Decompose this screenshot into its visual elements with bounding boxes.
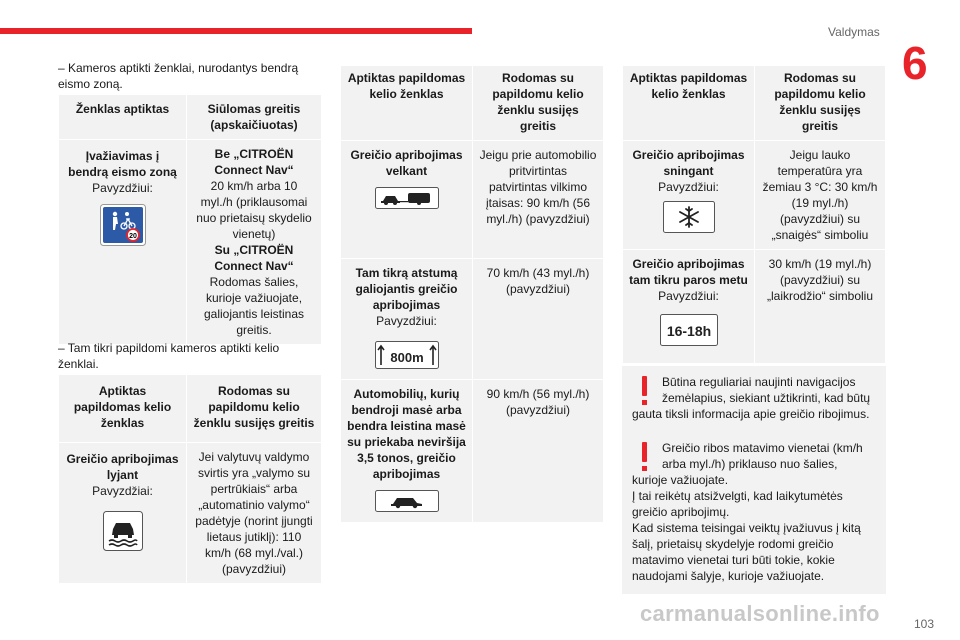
cell-snow-title: Greičio apribojimas sningant	[632, 148, 745, 178]
cell-example-label: Pavyzdžiui:	[376, 314, 437, 328]
cell-rain-title: Greičio apribojimas lyjant	[66, 452, 179, 482]
cell-distance-title: Tam tikrą atstumą galiojantis greičio apribojimas	[355, 266, 458, 312]
cell-shared-zone-title: Įvažiavimas į bendrą eismo zoną	[68, 149, 177, 179]
note-units-text-2: Į tai reikėtų atsižvelgti, kad laikytumėtės greičio apribojimų.	[632, 489, 843, 519]
table-header-additional: Aptiktas papildomas kelio ženklas	[59, 375, 187, 443]
table-additional-signs-2	[340, 65, 604, 523]
table-header-additional: Aptiktas papildomas kelio ženklas	[341, 66, 473, 141]
cell-time-text: 30 km/h (19 myl./h) (pavyzdžiui) su „laikrodžio“ simboliu	[766, 257, 874, 303]
watermark: carmanualsonline.info	[640, 601, 880, 626]
shared-zone-sign-number: 20	[128, 233, 137, 240]
table-header-displayed: Rodomas su papildomu kelio ženklu susijęs greitis	[755, 66, 886, 141]
table-header-detected: Ženklas aptiktas	[59, 95, 187, 140]
cell-example-label: Pavyzdžiui:	[92, 181, 153, 195]
note-units-text-1: Greičio ribos matavimo vienetai (km/h arba myl./h) priklauso nuo šalies, kurioje važiuojate.	[632, 441, 863, 487]
cell-time-title: Greičio apribojimas tam tikru paros metu	[629, 257, 748, 287]
intro-paragraph-1: – Kameros aptikti ženklai, nurodantys bendrą eismo zoną.	[58, 61, 299, 91]
cell-example-label: Pavyzdžiai:	[92, 484, 153, 498]
table-additional-signs-1	[58, 374, 322, 584]
towing-sign-icon	[347, 187, 466, 209]
shared-zone-sign-icon	[65, 204, 180, 246]
chapter-number: 6	[902, 37, 928, 89]
time-sign-icon	[629, 314, 748, 346]
table-header-suggested: Siūlomas greitis (apskaičiuotas)	[187, 95, 322, 140]
warning-exclamation-icon	[640, 442, 650, 472]
rain-sign-icon	[65, 511, 180, 551]
cell-example-label: Pavyzdžiui:	[658, 289, 719, 303]
cell-weight-title: Automobilių, kurių bendroji masė arba bendra leistina masė su priekaba neviršija 3,5 tonos, greičio apribojimas	[347, 387, 466, 481]
car-sign-icon	[347, 490, 466, 512]
time-sign-text: 16-18h	[666, 323, 711, 339]
note-maps-text: Būtina reguliariai naujinti navigacijos žemėlapius, siekiant užtikrinti, kad būtų gauta tiksli informacija apie greičio ribojimus.	[632, 375, 871, 421]
cell-with-nav-text: Rodomas šalies, kurioje važiuojate, galiojantis leistinas greitis.	[203, 275, 305, 337]
top-accent-bar	[0, 28, 472, 34]
cell-towing-text: Jeigu prie automobilio pritvirtintas patvirtintas vilkimo įtaisas: 90 km/h (56 myl./h) (pavyzdžiui)	[479, 148, 597, 226]
table-additional-signs-3	[622, 65, 886, 364]
table-shared-zone	[58, 94, 322, 345]
cell-without-nav-title: Be „CITROËN Connect Nav“	[214, 147, 294, 177]
cell-without-nav-text: 20 km/h arba 10 myl./h (priklausomai nuo prietaisų skydelio vienetų)	[196, 179, 312, 241]
intro-paragraph-2: – Tam tikri papildomi kameros aptikti kelio ženklai.	[58, 341, 280, 371]
distance-sign-text: 800m	[389, 350, 424, 365]
cell-distance-text: 70 km/h (43 myl./h) (pavyzdžiui)	[486, 266, 590, 296]
cell-towing-title: Greičio apribojimas velkant	[350, 148, 463, 178]
cell-weight-text: 90 km/h (56 myl./h) (pavyzdžiui)	[486, 387, 590, 417]
warning-exclamation-icon	[640, 376, 650, 406]
note-box-units	[622, 432, 886, 594]
cell-with-nav-title: Su „CITROËN Connect Nav“	[214, 243, 294, 273]
cell-snow-text: Jeigu lauko temperatūra yra žemiau 3 °C: 30 km/h (19 myl./h) (pavyzdžiui) su „snaigės“ simboliu	[762, 148, 878, 242]
distance-sign-icon	[347, 341, 466, 369]
note-units-text-3: Kad sistema teisingai veiktų įvažiuvus į kitą šalį, prietaisų skydelyje rodomi greičio matavimo vienetai turi būti tokie, kokie naudojami šalyje, kurioje važiuojate.	[632, 521, 861, 583]
section-title: Valdymas	[828, 25, 880, 39]
snowflake-sign-icon	[629, 201, 748, 233]
table-header-additional: Aptiktas papildomas kelio ženklas	[623, 66, 755, 141]
table-header-displayed: Rodomas su papildomu kelio ženklu susijęs greitis	[473, 66, 604, 141]
page-number: 103	[914, 617, 935, 631]
cell-rain-text: Jei valytuvų valdymo svirtis yra „valymo su pertrūkiais“ arba „automatinio valymo“ padėtyje (norint įjungti lietaus jutiklį): 110 km/h (68 myl./val.) (pavyzdžiui)	[195, 450, 313, 576]
cell-example-label: Pavyzdžiui:	[658, 180, 719, 194]
note-box-maps	[622, 366, 886, 432]
table-header-displayed: Rodomas su papildomu kelio ženklu susijęs greitis	[187, 375, 322, 443]
